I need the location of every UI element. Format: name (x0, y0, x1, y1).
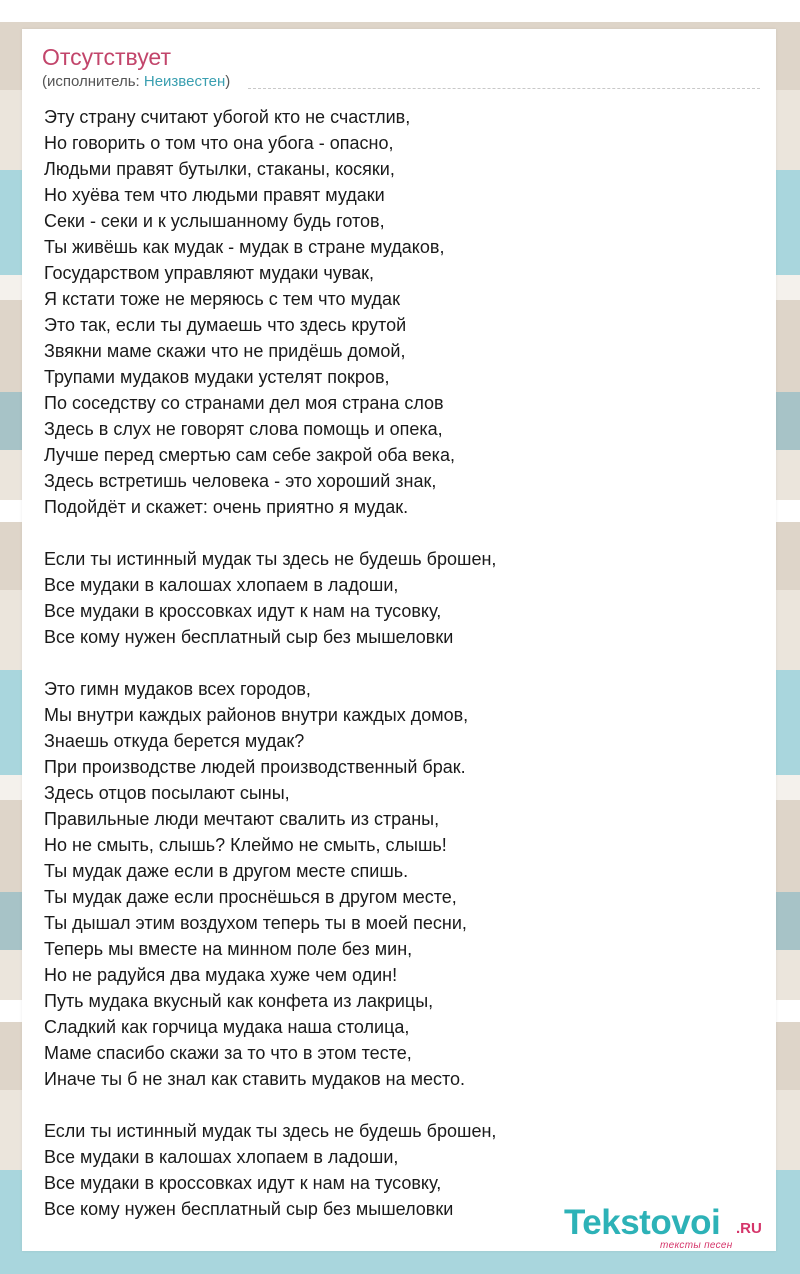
lyric-line: Но говорить о том что она убога - опасно, (44, 133, 394, 153)
logo-tagline: тексты песен (660, 1240, 733, 1251)
lyric-line: Здесь отцов посылают сыны, (44, 783, 290, 803)
lyric-line: Здесь в слух не говорят слова помощь и опека, (44, 419, 443, 439)
lyric-line: Секи - секи и к услышанному будь готов, (44, 211, 385, 231)
artist-line (42, 73, 230, 91)
lyric-line: Знаешь откуда берется мудак? (44, 731, 305, 751)
artist-prefix: (исполнитель: (42, 73, 144, 90)
lyric-line: Теперь мы вместе на минном поле без мин, (44, 939, 413, 959)
lyric-line: При производстве людей производственный брак. (44, 757, 466, 777)
lyric-line: Все мудаки в калошах хлопаем в ладоши, (44, 575, 399, 595)
lyric-line: Ты живёшь как мудак - мудак в стране мудаков, (44, 237, 445, 257)
header-divider (248, 88, 760, 89)
lyric-line: Эту страну считают убогой кто не счастлив, (44, 107, 411, 127)
lyric-line: Правильные люди мечтают свалить из страны, (44, 809, 440, 829)
lyric-line: Иначе ты б не знал как ставить мудаков на место. (44, 1069, 466, 1089)
stanza-gap (44, 1092, 766, 1118)
logo-wordmark: Tekstovoi (564, 1203, 721, 1242)
lyric-line: Все кому нужен бесплатный сыр без мышеловки (44, 627, 454, 647)
lyric-line: Но не радуйся два мудака хуже чем один! (44, 965, 398, 985)
lyric-line: Это гимн мудаков всех городов, (44, 679, 311, 699)
lyric-line: Подойдёт и скажет: очень приятно я мудак. (44, 497, 409, 517)
site-logo[interactable] (564, 1203, 770, 1249)
lyric-line: Маме спасибо скажи за то что в этом тесте, (44, 1043, 412, 1063)
lyric-line: Лучше перед смертью сам себе закрой оба века, (44, 445, 455, 465)
lyric-line: Здесь встретишь человека - это хороший знак, (44, 471, 437, 491)
stanza-gap (44, 650, 766, 676)
lyric-line: Но хуёва тем что людьми правят мудаки (44, 185, 385, 205)
artist-suffix: ) (225, 73, 231, 90)
logo-tld: .RU (736, 1220, 762, 1237)
artist-link[interactable]: Неизвестен (143, 73, 226, 90)
lyric-line: Ты мудак даже если в другом месте спишь. (44, 861, 409, 881)
lyric-line: Путь мудака вкусный как конфета из лакрицы, (44, 991, 434, 1011)
lyric-line: Ты дышал этим воздухом теперь ты в моей песни, (44, 913, 467, 933)
lyric-line: Сладкий как горчица мудака наша столица, (44, 1017, 410, 1037)
lyric-line: Мы внутри каждых районов внутри каждых домов, (44, 705, 469, 725)
lyric-line: Если ты истинный мудак ты здесь не будешь брошен, (44, 549, 497, 569)
lyric-line: Но не смыть, слышь? Клеймо не смыть, слышь! (44, 835, 447, 855)
lyric-line: Все кому нужен бесплатный сыр без мышеловки (44, 1199, 454, 1219)
lyric-line: Ты мудак даже если проснёшься в другом месте, (44, 887, 457, 907)
lyric-line: Все мудаки в кроссовках идут к нам на тусовку, (44, 1173, 442, 1193)
song-title: Отсутствует (42, 44, 171, 70)
lyric-line: Если ты истинный мудак ты здесь не будешь брошен, (44, 1121, 497, 1141)
lyric-line: Людьми правят бутылки, стаканы, косяки, (44, 159, 395, 179)
lyrics-card (22, 29, 776, 1251)
lyric-line: Государством управляют мудаки чувак, (44, 263, 375, 283)
lyric-line: Это так, если ты думаешь что здесь крутой (44, 315, 407, 335)
lyric-line: Все мудаки в кроссовках идут к нам на тусовку, (44, 601, 442, 621)
lyric-line: Звякни маме скажи что не придёшь домой, (44, 341, 406, 361)
lyric-line: Я кстати тоже не меряюсь с тем что мудак (44, 289, 400, 309)
lyric-line: По соседству со странами дел моя страна слов (44, 393, 444, 413)
lyrics-text (44, 104, 766, 1222)
lyric-line: Трупами мудаков мудаки устелят покров, (44, 367, 390, 387)
lyric-line: Все мудаки в калошах хлопаем в ладоши, (44, 1147, 399, 1167)
stanza-gap (44, 520, 766, 546)
